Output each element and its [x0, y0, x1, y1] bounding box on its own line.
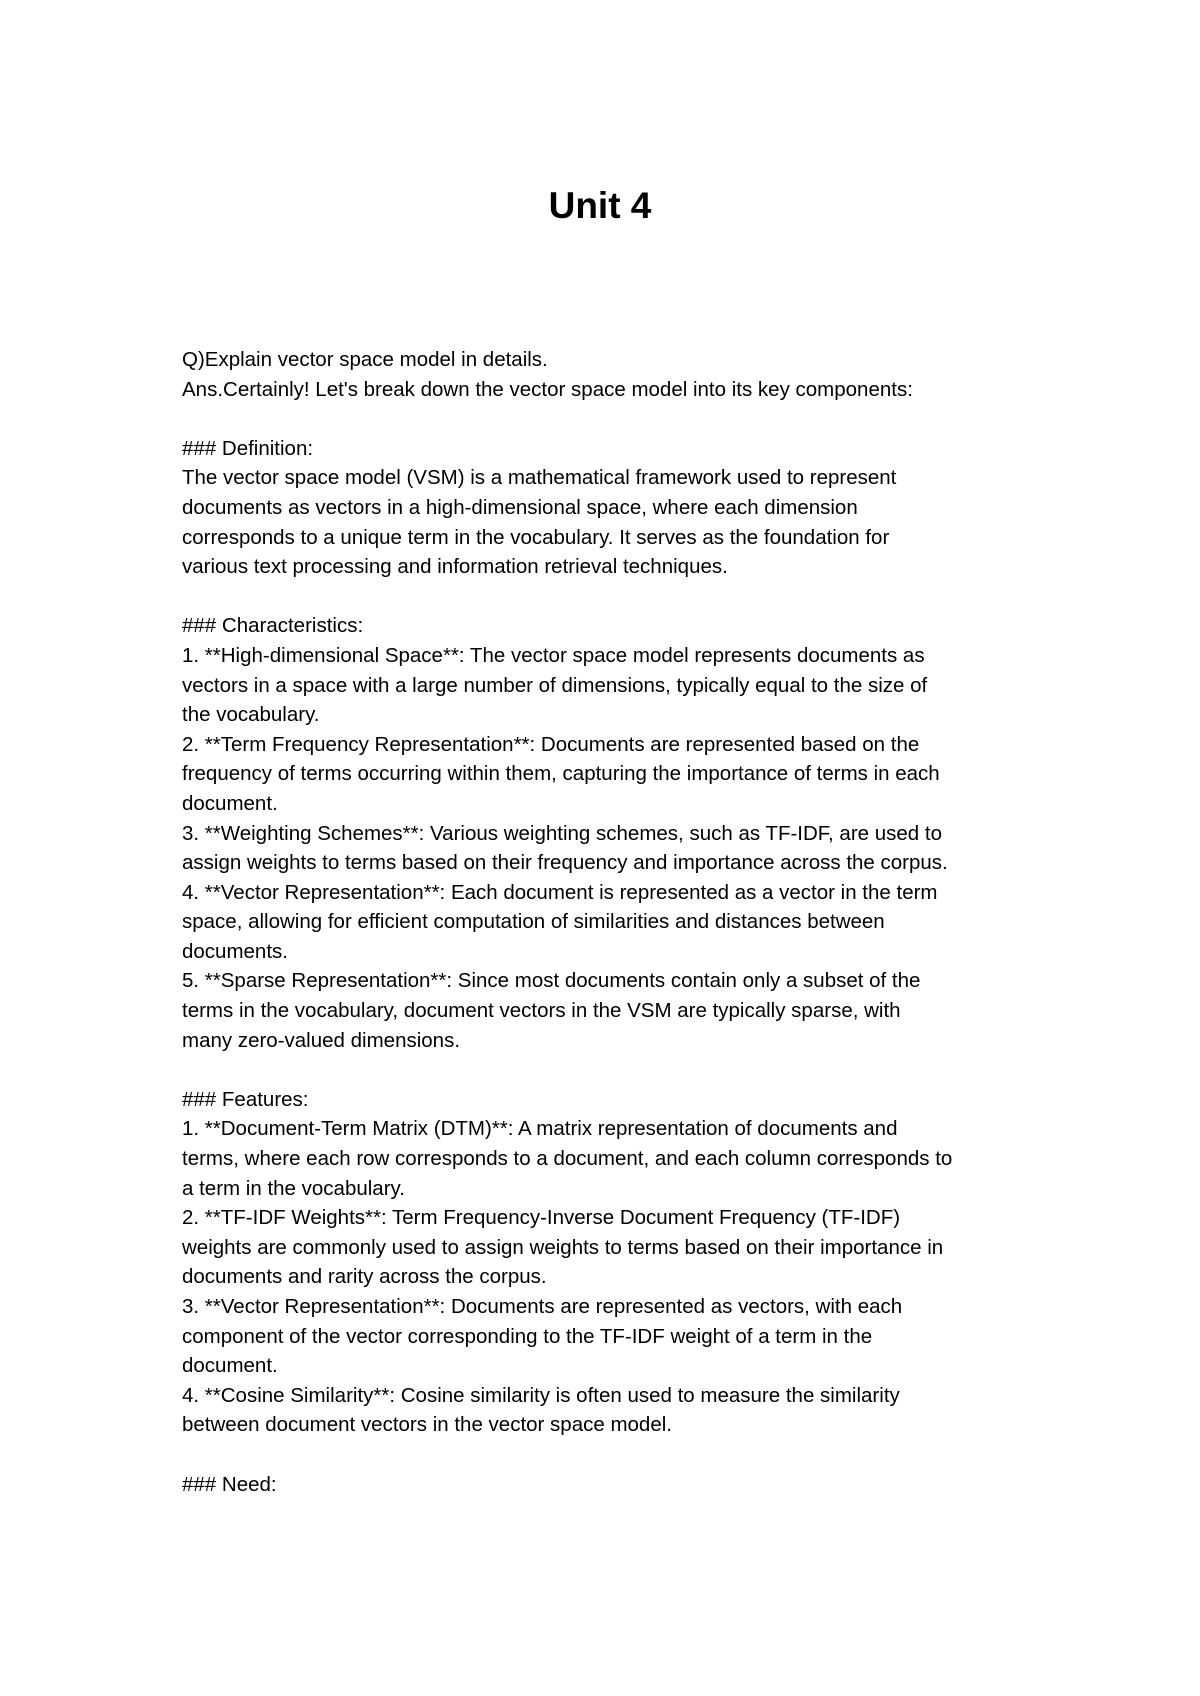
definition-heading: ### Definition: — [182, 436, 314, 460]
features-line: a term in the vocabulary. — [182, 1176, 405, 1200]
characteristics-line: 3. **Weighting Schemes**: Various weighting schemes, such as TF-IDF, are used to — [182, 821, 943, 845]
page-title: Unit 4 — [548, 185, 652, 226]
characteristics-line: documents. — [182, 939, 288, 963]
document-body — [182, 345, 1032, 1499]
features-line: 1. **Document-Term Matrix (DTM)**: A matrix representation of documents and — [182, 1117, 898, 1141]
paragraph-spacer — [182, 404, 1032, 434]
characteristics-line: 5. **Sparse Representation**: Since most documents contain only a subset of the — [182, 969, 921, 993]
characteristics-line: frequency of terms occurring within them, capturing the importance of terms in each — [182, 762, 940, 786]
characteristics-line: terms in the vocabulary, document vectors in the VSM are typically sparse, with — [182, 999, 901, 1023]
features-heading: ### Features: — [182, 1087, 309, 1111]
characteristics-line: 1. **High-dimensional Space**: The vector space model represents documents as — [182, 643, 925, 667]
features-line: document. — [182, 1354, 278, 1378]
features-line: documents and rarity across the corpus. — [182, 1265, 547, 1289]
characteristics-heading: ### Characteristics: — [182, 614, 364, 638]
features-line: terms, where each row corresponds to a document, and each column corresponds to — [182, 1147, 953, 1171]
features-line: 4. **Cosine Similarity**: Cosine similarity is often used to measure the similarity — [182, 1383, 900, 1407]
characteristics-line: 4. **Vector Representation**: Each document is represented as a vector in the term — [182, 880, 938, 904]
characteristics-line: space, allowing for efficient computation of similarities and distances between — [182, 910, 885, 934]
paragraph-spacer — [182, 1440, 1032, 1470]
answer-intro-line: Ans.Certainly! Let's break down the vector space model into its key components: — [182, 377, 913, 401]
features-line: 2. **TF-IDF Weights**: Term Frequency-Inverse Document Frequency (TF-IDF) — [182, 1206, 901, 1230]
characteristics-line: the vocabulary. — [182, 703, 320, 727]
definition-line: various text processing and information retrieval techniques. — [182, 555, 728, 579]
paragraph-spacer — [182, 1055, 1032, 1085]
need-heading: ### Need: — [182, 1472, 277, 1496]
characteristics-line: document. — [182, 791, 278, 815]
characteristics-line: 2. **Term Frequency Representation**: Documents are represented based on the — [182, 732, 920, 756]
definition-line: corresponds to a unique term in the vocabulary. It serves as the foundation for — [182, 525, 890, 549]
features-line: between document vectors in the vector space model. — [182, 1413, 672, 1437]
paragraph-spacer — [182, 582, 1032, 612]
characteristics-line: assign weights to terms based on their frequency and importance across the corpus. — [182, 851, 948, 875]
characteristics-line: vectors in a space with a large number of dimensions, typically equal to the size of — [182, 673, 928, 697]
question-line: Q)Explain vector space model in details. — [182, 348, 548, 371]
features-line: weights are commonly used to assign weights to terms based on their importance in — [182, 1235, 944, 1259]
definition-line: documents as vectors in a high-dimensional space, where each dimension — [182, 495, 858, 519]
features-line: 3. **Vector Representation**: Documents are represented as vectors, with each — [182, 1295, 903, 1318]
characteristics-line: many zero-valued dimensions. — [182, 1028, 461, 1052]
definition-line: The vector space model (VSM) is a mathematical framework used to represent — [182, 466, 897, 490]
features-line: component of the vector corresponding to the TF-IDF weight of a term in the — [182, 1324, 873, 1348]
